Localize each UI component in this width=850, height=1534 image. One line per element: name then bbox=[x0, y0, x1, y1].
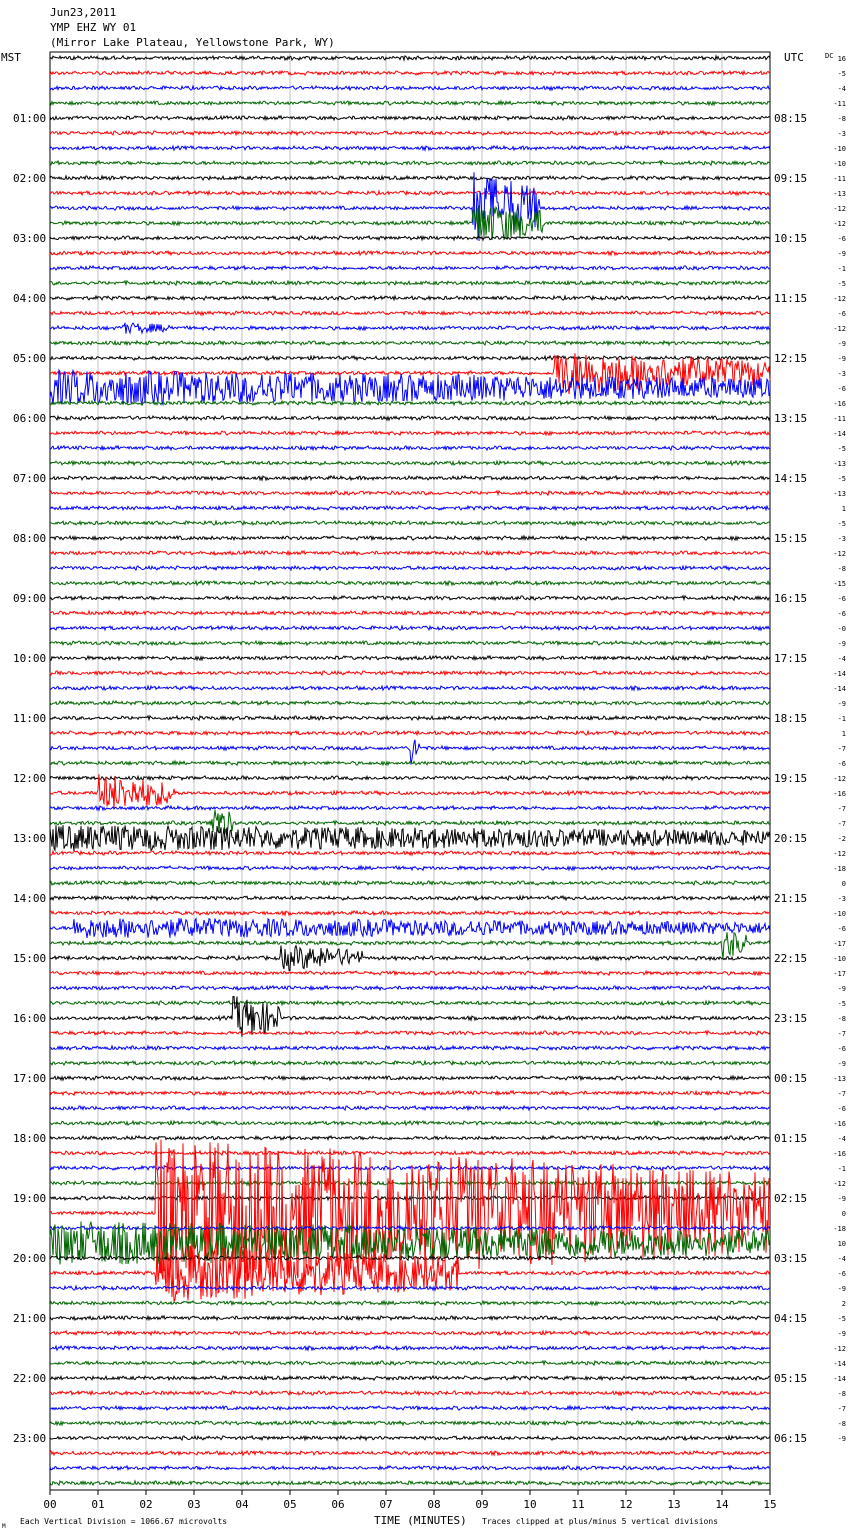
right-hour-label: 04:15 bbox=[774, 1312, 808, 1325]
x-tick-label: 14 bbox=[715, 1498, 729, 1511]
trace-line bbox=[50, 521, 770, 525]
trace-line bbox=[50, 476, 770, 480]
trace-line bbox=[50, 1436, 770, 1440]
right-hour-label: 23:15 bbox=[774, 1012, 808, 1025]
dc-offset-label: -14 bbox=[833, 685, 846, 693]
trace-line bbox=[50, 911, 770, 915]
dc-offset-label: -18 bbox=[833, 865, 846, 873]
dc-offset-label: -16 bbox=[833, 1120, 846, 1128]
dc-offset-label: -8 bbox=[837, 565, 846, 573]
trace-line bbox=[50, 1301, 770, 1305]
trace-line bbox=[50, 1091, 770, 1095]
dc-offset-label: -7 bbox=[837, 745, 846, 753]
dc-label: DC bbox=[825, 52, 834, 60]
left-hour-label: 08:00 bbox=[13, 532, 47, 545]
trace-line bbox=[50, 1346, 770, 1350]
trace-line bbox=[50, 161, 770, 165]
dc-offset-label: -4 bbox=[837, 1135, 846, 1143]
dc-offset-label: 0 bbox=[841, 880, 846, 888]
right-hour-label: 15:15 bbox=[774, 532, 808, 545]
trace-line bbox=[50, 1106, 770, 1110]
dc-offset-label: -8 bbox=[837, 1420, 846, 1428]
x-tick-label: 15 bbox=[763, 1498, 777, 1511]
dc-offset-label: -5 bbox=[837, 70, 846, 78]
trace-line bbox=[50, 446, 770, 450]
left-hour-label: 18:00 bbox=[13, 1132, 47, 1145]
trace-line bbox=[50, 251, 770, 255]
trace-line bbox=[50, 1001, 770, 1005]
trace-line bbox=[50, 71, 770, 75]
dc-offset-label: -16 bbox=[833, 400, 846, 408]
dc-offset-label: -8 bbox=[837, 1390, 846, 1398]
right-hour-label: 20:15 bbox=[774, 832, 808, 845]
trace-line bbox=[50, 611, 770, 615]
right-hour-label: 00:15 bbox=[774, 1072, 808, 1085]
right-hour-label: 06:15 bbox=[774, 1432, 808, 1445]
trace-line bbox=[50, 296, 770, 300]
dc-offset-label: -17 bbox=[833, 970, 846, 978]
trace-line bbox=[50, 1466, 770, 1470]
dc-offset-label: -13 bbox=[833, 490, 846, 498]
dc-offset-label: -12 bbox=[833, 325, 846, 333]
left-hour-label: 05:00 bbox=[13, 352, 47, 365]
dc-offset-label: -4 bbox=[837, 655, 846, 663]
trace-line bbox=[50, 1391, 770, 1395]
trace-line bbox=[50, 825, 770, 851]
dc-offset-labels bbox=[833, 55, 846, 1443]
left-timezone-label: MST bbox=[1, 51, 21, 64]
dc-offset-label: -6 bbox=[837, 1105, 846, 1113]
dc-offset-label: -9 bbox=[837, 640, 846, 648]
trace-line bbox=[50, 431, 770, 435]
dc-offset-label: -9 bbox=[837, 250, 846, 258]
left-hour-label: 03:00 bbox=[13, 232, 47, 245]
left-hour-label: 11:00 bbox=[13, 712, 47, 725]
trace-line bbox=[50, 1076, 770, 1080]
dc-offset-label: -6 bbox=[837, 760, 846, 768]
dc-offset-label: -5 bbox=[837, 520, 846, 528]
dc-offset-label: -6 bbox=[837, 610, 846, 618]
dc-offset-label: -9 bbox=[837, 1195, 846, 1203]
dc-offset-label: -9 bbox=[837, 985, 846, 993]
dc-offset-label: 10 bbox=[837, 1240, 846, 1248]
trace-line bbox=[50, 356, 770, 360]
x-tick-label: 02 bbox=[139, 1498, 153, 1511]
trace-line bbox=[50, 86, 770, 90]
trace-line bbox=[50, 236, 770, 240]
trace-line bbox=[50, 1286, 770, 1290]
dc-offset-label: -14 bbox=[833, 670, 846, 678]
dc-offset-label: -14 bbox=[833, 1360, 846, 1368]
dc-offset-label: -1 bbox=[837, 1165, 846, 1173]
right-hour-label: 12:15 bbox=[774, 352, 808, 365]
trace-line bbox=[50, 101, 770, 105]
trace-line bbox=[50, 986, 770, 990]
dc-offset-label: -11 bbox=[833, 175, 846, 183]
trace-line bbox=[50, 416, 770, 420]
left-hour-label: 19:00 bbox=[13, 1192, 47, 1205]
dc-offset-label: -8 bbox=[837, 1015, 846, 1023]
trace-line bbox=[50, 341, 770, 345]
dc-offset-label: -12 bbox=[833, 850, 846, 858]
trace-line bbox=[50, 146, 770, 150]
trace-line bbox=[50, 866, 770, 870]
dc-offset-label: -5 bbox=[837, 475, 846, 483]
left-hour-label: 12:00 bbox=[13, 772, 47, 785]
dc-offset-label: -1 bbox=[837, 265, 846, 273]
trace-line bbox=[50, 656, 770, 660]
right-hour-label: 18:15 bbox=[774, 712, 808, 725]
trace-line bbox=[50, 851, 770, 855]
dc-offset-label: -6 bbox=[837, 235, 846, 243]
trace-line bbox=[50, 1406, 770, 1410]
trace-line bbox=[50, 971, 770, 975]
dc-offset-label: -11 bbox=[833, 415, 846, 423]
trace-line bbox=[50, 881, 770, 885]
trace-line bbox=[50, 686, 770, 690]
dc-offset-label: -18 bbox=[833, 1225, 846, 1233]
dc-offset-label: -14 bbox=[833, 430, 846, 438]
clip-note: Traces clipped at plus/minus 5 vertical divisions bbox=[482, 1517, 719, 1526]
dc-offset-label: -3 bbox=[837, 535, 846, 543]
dc-offset-label: -7 bbox=[837, 1405, 846, 1413]
x-tick-label: 09 bbox=[475, 1498, 489, 1511]
trace-line bbox=[50, 626, 770, 630]
trace-line bbox=[50, 810, 770, 835]
right-hour-label: 21:15 bbox=[774, 892, 808, 905]
dc-offset-label: -10 bbox=[833, 910, 846, 918]
dc-offset-label: -13 bbox=[833, 190, 846, 198]
trace-line bbox=[50, 918, 770, 938]
dc-offset-label: -1 bbox=[837, 715, 846, 723]
trace-line bbox=[50, 716, 770, 720]
dc-offset-label: -5 bbox=[837, 1315, 846, 1323]
right-hour-label: 13:15 bbox=[774, 412, 808, 425]
right-hour-labels bbox=[774, 112, 807, 1445]
right-hour-label: 09:15 bbox=[774, 172, 808, 185]
trace-line bbox=[50, 740, 770, 765]
dc-offset-label: -3 bbox=[837, 370, 846, 378]
trace-line bbox=[50, 1421, 770, 1425]
trace-line bbox=[50, 731, 770, 735]
dc-offset-label: -9 bbox=[837, 355, 846, 363]
left-hour-label: 15:00 bbox=[13, 952, 47, 965]
trace-line bbox=[50, 266, 770, 270]
right-hour-label: 03:15 bbox=[774, 1252, 808, 1265]
x-tick-label: 12 bbox=[619, 1498, 633, 1511]
left-hour-label: 22:00 bbox=[13, 1372, 47, 1385]
trace-line bbox=[50, 1361, 770, 1365]
trace-line bbox=[50, 641, 770, 645]
left-hour-label: 16:00 bbox=[13, 1012, 47, 1025]
trace-line bbox=[50, 761, 770, 765]
dc-offset-label: -12 bbox=[833, 1345, 846, 1353]
trace-group bbox=[50, 56, 770, 1485]
dc-offset-label: -10 bbox=[833, 145, 846, 153]
x-tick-label: 10 bbox=[523, 1498, 537, 1511]
trace-line bbox=[50, 172, 770, 241]
dc-offset-label: -15 bbox=[833, 580, 846, 588]
left-hour-label: 09:00 bbox=[13, 592, 47, 605]
x-tick-label: 03 bbox=[187, 1498, 201, 1511]
dc-offset-label: 16 bbox=[837, 55, 846, 63]
dc-offset-label: -16 bbox=[833, 790, 846, 798]
trace-line bbox=[50, 311, 770, 315]
trace-line bbox=[50, 131, 770, 135]
trace-line bbox=[50, 281, 770, 285]
trace-line bbox=[50, 1331, 770, 1335]
trace-line bbox=[50, 1046, 770, 1050]
trace-line bbox=[50, 191, 770, 195]
dc-offset-label: -9 bbox=[837, 340, 846, 348]
x-tick-label: 06 bbox=[331, 1498, 345, 1511]
trace-line bbox=[50, 581, 770, 585]
trace-line bbox=[50, 1481, 770, 1485]
dc-offset-label: -12 bbox=[833, 295, 846, 303]
left-hour-label: 07:00 bbox=[13, 472, 47, 485]
dc-offset-label: -7 bbox=[837, 1030, 846, 1038]
logo: M bbox=[2, 1523, 6, 1530]
trace-line bbox=[50, 206, 770, 240]
dc-offset-label: -6 bbox=[837, 1270, 846, 1278]
dc-offset-label: -12 bbox=[833, 550, 846, 558]
dc-offset-label: -3 bbox=[837, 130, 846, 138]
x-tick-label: 05 bbox=[283, 1498, 297, 1511]
dc-offset-label: -5 bbox=[837, 280, 846, 288]
dc-offset-label: -5 bbox=[837, 1000, 846, 1008]
x-axis-title: TIME (MINUTES) bbox=[374, 1514, 467, 1527]
x-tick-label: 08 bbox=[427, 1498, 441, 1511]
trace-line bbox=[50, 461, 770, 465]
trace-line bbox=[50, 806, 770, 810]
trace-line bbox=[50, 671, 770, 675]
x-tick-label: 01 bbox=[91, 1498, 105, 1511]
trace-line bbox=[50, 1166, 770, 1170]
dc-offset-label: 2 bbox=[841, 1300, 846, 1308]
dc-offset-label: -5 bbox=[837, 445, 846, 453]
trace-line bbox=[50, 491, 770, 495]
trace-line bbox=[50, 370, 770, 404]
dc-offset-label: -10 bbox=[833, 160, 846, 168]
right-hour-label: 05:15 bbox=[774, 1372, 808, 1385]
x-tick-label: 04 bbox=[235, 1498, 249, 1511]
right-hour-label: 08:15 bbox=[774, 112, 808, 125]
dc-offset-label: -13 bbox=[833, 460, 846, 468]
dc-offset-label: -9 bbox=[837, 1435, 846, 1443]
dc-offset-label: -6 bbox=[837, 925, 846, 933]
dc-offset-label: -12 bbox=[833, 775, 846, 783]
trace-line bbox=[50, 1136, 770, 1140]
trace-line bbox=[50, 1376, 770, 1380]
dc-offset-label: -12 bbox=[833, 205, 846, 213]
right-hour-label: 22:15 bbox=[774, 952, 808, 965]
left-hour-label: 21:00 bbox=[13, 1312, 47, 1325]
trace-line bbox=[50, 56, 770, 60]
trace-line bbox=[50, 946, 770, 971]
dc-offset-label: 1 bbox=[841, 505, 846, 513]
x-axis bbox=[43, 1490, 776, 1511]
dc-offset-label: -8 bbox=[837, 115, 846, 123]
left-hour-label: 06:00 bbox=[13, 412, 47, 425]
dc-offset-label: -3 bbox=[837, 895, 846, 903]
dc-offset-label: -12 bbox=[833, 1180, 846, 1188]
trace-line bbox=[50, 776, 770, 780]
right-hour-label: 11:15 bbox=[774, 292, 808, 305]
left-hour-label: 13:00 bbox=[13, 832, 47, 845]
trace-line bbox=[50, 1151, 770, 1155]
dc-offset-label: 0 bbox=[841, 1210, 846, 1218]
trace-line bbox=[50, 323, 770, 334]
left-hour-label: 10:00 bbox=[13, 652, 47, 665]
trace-line bbox=[50, 1121, 770, 1125]
dc-offset-label: -6 bbox=[837, 1045, 846, 1053]
dc-offset-label: -10 bbox=[833, 955, 846, 963]
dc-offset-label: -7 bbox=[837, 820, 846, 828]
dc-offset-label: -13 bbox=[833, 1075, 846, 1083]
right-hour-label: 14:15 bbox=[774, 472, 808, 485]
trace-line bbox=[50, 1031, 770, 1035]
left-hour-label: 01:00 bbox=[13, 112, 47, 125]
dc-offset-label: -12 bbox=[833, 220, 846, 228]
trace-line bbox=[50, 176, 770, 180]
dc-offset-label: -2 bbox=[837, 835, 846, 843]
right-hour-label: 01:15 bbox=[774, 1132, 808, 1145]
right-hour-label: 16:15 bbox=[774, 592, 808, 605]
x-tick-label: 00 bbox=[43, 1498, 57, 1511]
left-hour-label: 17:00 bbox=[13, 1072, 47, 1085]
dc-offset-label: -6 bbox=[837, 595, 846, 603]
x-tick-label: 07 bbox=[379, 1498, 393, 1511]
dc-offset-label: -6 bbox=[837, 310, 846, 318]
trace-line bbox=[50, 896, 770, 900]
dc-offset-label: -9 bbox=[837, 1285, 846, 1293]
dc-offset-label: -4 bbox=[837, 85, 846, 93]
dc-offset-label: -16 bbox=[833, 1150, 846, 1158]
trace-line bbox=[50, 116, 770, 120]
chart-location: (Mirror Lake Plateau, Yellowstone Park, WY) bbox=[50, 36, 335, 49]
dc-offset-label: -6 bbox=[837, 385, 846, 393]
dc-offset-label: -14 bbox=[833, 1375, 846, 1383]
chart-date: Jun23,2011 bbox=[50, 6, 117, 19]
right-hour-label: 17:15 bbox=[774, 652, 808, 665]
left-hour-label: 04:00 bbox=[13, 292, 47, 305]
trace-line bbox=[50, 701, 770, 705]
dc-offset-label: -7 bbox=[837, 805, 846, 813]
dc-offset-label: -9 bbox=[837, 1330, 846, 1338]
trace-line bbox=[50, 596, 770, 600]
chart-station: YMP EHZ WY 01 bbox=[50, 21, 137, 34]
right-hour-label: 10:15 bbox=[774, 232, 808, 245]
dc-offset-label: -9 bbox=[837, 700, 846, 708]
left-hour-labels bbox=[13, 112, 46, 1445]
trace-line bbox=[50, 1451, 770, 1455]
right-timezone-label: UTC bbox=[784, 51, 804, 64]
trace-line bbox=[50, 536, 770, 540]
left-hour-label: 20:00 bbox=[13, 1252, 47, 1265]
left-hour-label: 02:00 bbox=[13, 172, 47, 185]
left-hour-label: 14:00 bbox=[13, 892, 47, 905]
right-hour-label: 19:15 bbox=[774, 772, 808, 785]
dc-offset-label: -9 bbox=[837, 1060, 846, 1068]
scale-note: Each Vertical Division = 1066.67 microvolts bbox=[20, 1517, 228, 1526]
left-hour-label: 23:00 bbox=[13, 1432, 47, 1445]
x-tick-label: 13 bbox=[667, 1498, 681, 1511]
dc-offset-label: -4 bbox=[837, 1255, 846, 1263]
trace-line bbox=[50, 551, 770, 555]
trace-line bbox=[50, 506, 770, 510]
dc-offset-label: -11 bbox=[833, 100, 846, 108]
trace-line bbox=[50, 1061, 770, 1065]
right-hour-label: 02:15 bbox=[774, 1192, 808, 1205]
dc-offset-label: -17 bbox=[833, 940, 846, 948]
x-tick-label: 11 bbox=[571, 1498, 585, 1511]
dc-offset-label: -0 bbox=[837, 625, 846, 633]
dc-offset-label: 1 bbox=[841, 730, 846, 738]
dc-offset-label: -7 bbox=[837, 1090, 846, 1098]
trace-line bbox=[50, 1316, 770, 1320]
trace-line bbox=[50, 932, 770, 958]
trace-line bbox=[50, 566, 770, 570]
